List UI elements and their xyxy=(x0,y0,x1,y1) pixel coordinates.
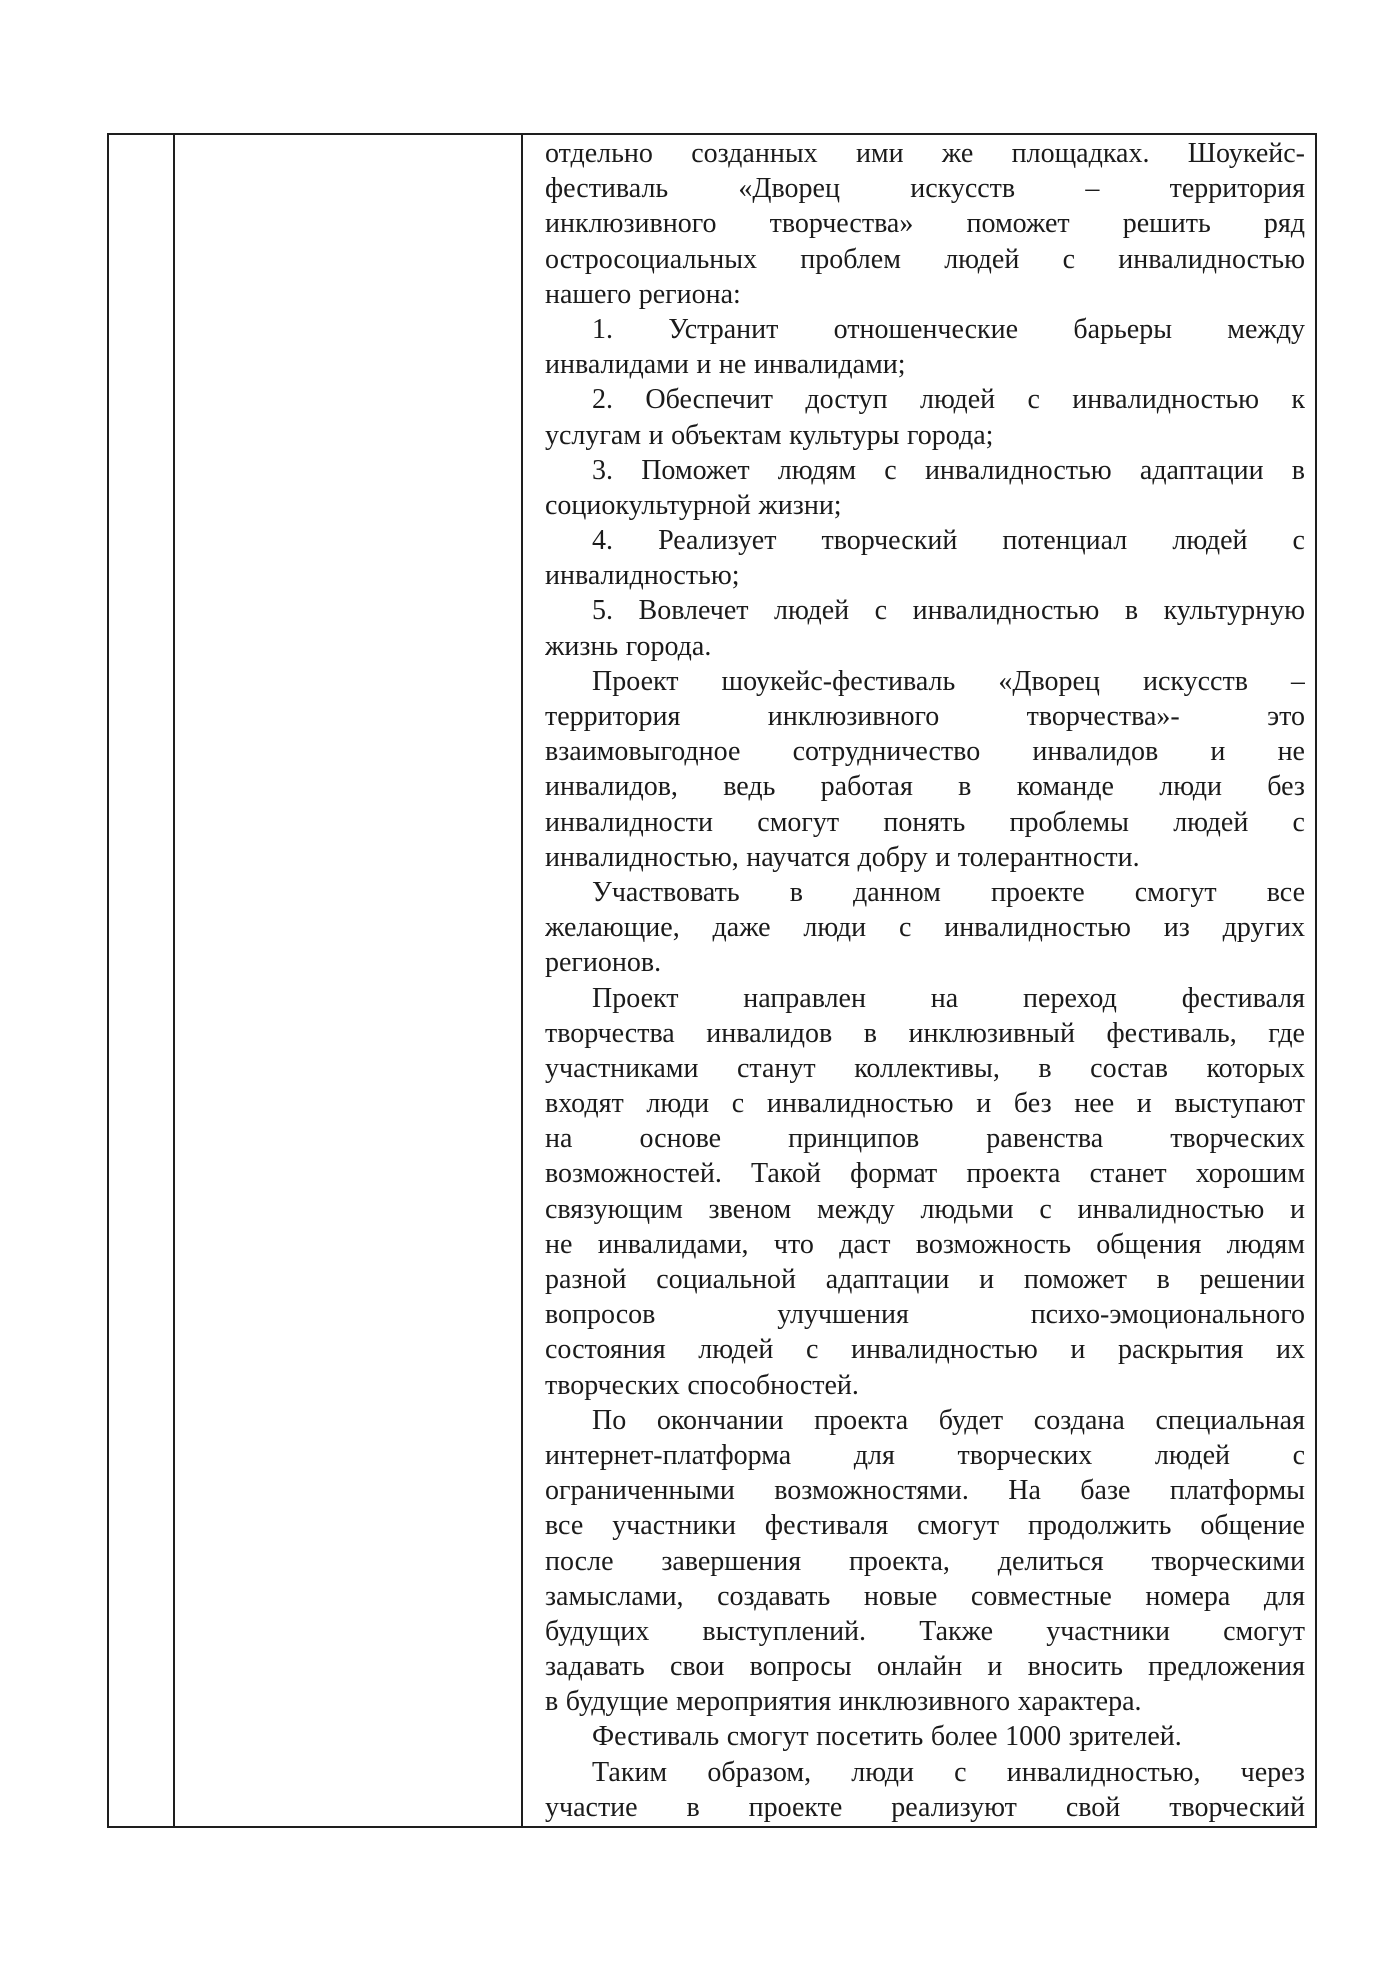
text-line: инвалидности смогут понять проблемы людей с xyxy=(545,806,1305,838)
paragraph xyxy=(545,1403,1305,1720)
text-line: состояния людей с инвалидностью и раскрытия их xyxy=(545,1334,1305,1366)
text-line: социокультурной жизни; xyxy=(545,489,842,521)
text-line: взаимовыгодное сотрудничество инвалидов и не xyxy=(545,736,1305,768)
text-line: творчества инвалидов в инклюзивный фестиваль, где xyxy=(545,1017,1305,1049)
text-line: инвалидностью; xyxy=(545,560,740,592)
paragraph xyxy=(545,1719,1305,1754)
content-table xyxy=(107,133,1317,1828)
text-line: Проект шоукейс-фестиваль «Дворец искусств – xyxy=(592,665,1305,697)
table-cell-text xyxy=(523,135,1315,1826)
text-line: отдельно созданных ими же площадках. Шоукейс- xyxy=(545,138,1305,169)
table-cell-label xyxy=(175,135,523,1826)
text-line: инвалидами и не инвалидами; xyxy=(545,349,906,381)
text-line: интернет-платформа для творческих людей с xyxy=(545,1439,1305,1471)
text-line: регионов. xyxy=(545,947,662,979)
text-line: Проект направлен на переход фестиваля xyxy=(592,982,1305,1014)
text-line: Таким образом, люди с инвалидностью, через xyxy=(592,1756,1305,1788)
text-line: будущих выступлений. Также участники смогут xyxy=(545,1615,1305,1647)
text-line: возможностей. Такой формат проекта станет хорошим xyxy=(545,1158,1305,1190)
text-line: ограниченными возможностями. На базе платформы xyxy=(545,1475,1305,1507)
text-line: 5. Вовлечет людей с инвалидностью в культурную xyxy=(592,595,1305,627)
text-line: участие в проекте реализуют свой творческий xyxy=(545,1791,1305,1823)
paragraph xyxy=(545,664,1305,875)
text-line: вопросов улучшения психо-эмоционального xyxy=(545,1299,1305,1331)
paragraph xyxy=(545,593,1305,663)
paragraph xyxy=(545,453,1305,523)
text-line: Участвовать в данном проекте смогут все xyxy=(592,876,1305,908)
text-line: 3. Поможет людям с инвалидностью адаптации в xyxy=(592,454,1305,486)
paragraph xyxy=(545,1755,1305,1825)
text-line: входят люди с инвалидностью и без нее и выступают xyxy=(545,1088,1305,1120)
text-line: на основе принципов равенства творческих xyxy=(545,1123,1305,1155)
text-line: связующим звеном между людьми с инвалидностью и xyxy=(545,1193,1305,1225)
text-line: фестиваль «Дворец искусств – территория xyxy=(545,173,1305,205)
paragraph xyxy=(545,382,1305,452)
text-line: Фестиваль смогут посетить более 1000 зрителей. xyxy=(592,1721,1182,1753)
text-line: инвалидностью, научатся добру и толерантности. xyxy=(545,841,1140,873)
paragraph xyxy=(545,981,1305,1403)
paragraph xyxy=(545,523,1305,593)
table-cell-number xyxy=(109,135,175,1826)
text-line: в будущие мероприятия инклюзивного характера. xyxy=(545,1686,1142,1718)
text-line: замыслами, создавать новые совместные номера для xyxy=(545,1580,1305,1612)
text-line: участниками станут коллективы, в состав которых xyxy=(545,1052,1305,1084)
text-line: разной социальной адаптации и поможет в решении xyxy=(545,1264,1305,1295)
text-line: остросоциальных проблем людей с инвалидностью xyxy=(545,243,1305,275)
text-line: инвалидов, ведь работая в команде люди без xyxy=(545,771,1305,803)
paragraph xyxy=(545,312,1305,382)
text-line: 1. Устранит отношенческие барьеры между xyxy=(592,313,1305,345)
text-line: 2. Обеспечит доступ людей с инвалидностью к xyxy=(592,384,1305,416)
text-line: все участники фестиваля смогут продолжить общение xyxy=(545,1510,1305,1542)
text-line: нашего региона: xyxy=(545,278,741,310)
text-line: жизнь города. xyxy=(545,630,712,662)
text-line: желающие, даже люди с инвалидностью из других xyxy=(545,912,1305,944)
text-line: 4. Реализует творческий потенциал людей с xyxy=(592,525,1305,557)
paragraph xyxy=(545,875,1305,981)
text-line: инклюзивного творчества» поможет решить ряд xyxy=(545,208,1305,240)
text-line: задавать свои вопросы онлайн и вносить предложения xyxy=(545,1651,1305,1683)
text-line: не инвалидами, что даст возможность общения людям xyxy=(545,1228,1305,1260)
text-line: творческих способностей. xyxy=(545,1369,859,1401)
text-line: территория инклюзивного творчества»- это xyxy=(545,701,1305,732)
text-line: услугам и объектам культуры города; xyxy=(545,419,994,451)
paragraph xyxy=(545,136,1305,312)
text-line: после завершения проекта, делиться творческими xyxy=(545,1545,1305,1577)
text-line: По окончании проекта будет создана специальная xyxy=(592,1404,1305,1436)
